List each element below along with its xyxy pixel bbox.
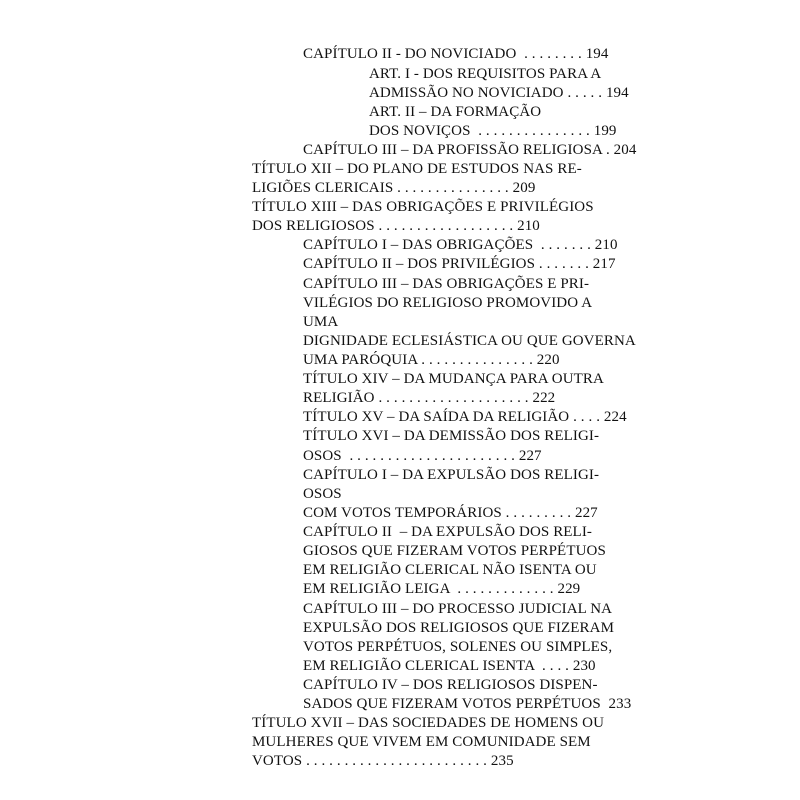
toc-line: UMA PARÓQUIA . . . . . . . . . . . . . . . 220	[303, 352, 560, 368]
toc-line: ADMISSÃO NO NOVICIADO . . . . . 194	[369, 85, 629, 101]
toc-line: VILÉGIOS DO RELIGIOSO PROMOVIDO A	[303, 295, 593, 311]
toc-line: CAPÍTULO II – DA EXPULSÃO DOS RELI-	[303, 524, 593, 540]
toc-line: EM RELIGIÃO LEIGA . . . . . . . . . . . . . 229	[303, 581, 581, 597]
toc-line: CAPÍTULO I – DA EXPULSÃO DOS RELIGI-	[303, 467, 600, 483]
toc-line: MULHERES QUE VIVEM EM COMUNIDADE SEM	[252, 734, 591, 750]
toc-line: ART. II – DA FORMAÇÃO	[369, 104, 542, 120]
toc-line: CAPÍTULO I – DAS OBRIGAÇÕES . . . . . . . 210	[303, 237, 618, 253]
toc-line: DIGNIDADE ECLESIÁSTICA OU QUE GOVERNA	[303, 333, 636, 349]
toc-line: DOS RELIGIOSOS . . . . . . . . . . . . . . . . . . 210	[252, 218, 540, 234]
toc-line: GIOSOS QUE FIZERAM VOTOS PERPÉTUOS	[303, 543, 606, 559]
toc-line: VOTOS . . . . . . . . . . . . . . . . . . . . . . . . 235	[252, 753, 514, 769]
toc-line: TÍTULO XIV – DA MUDANÇA PARA OUTRA	[303, 371, 604, 387]
toc-line: TÍTULO XII – DO PLANO DE ESTUDOS NAS RE-	[252, 161, 582, 177]
toc-line: CAPÍTULO IV – DOS RELIGIOSOS DISPEN-	[303, 677, 598, 693]
toc-line: LIGIÕES CLERICAIS . . . . . . . . . . . . . . . 209	[252, 180, 536, 196]
toc-line: RELIGIÃO . . . . . . . . . . . . . . . . . . . . 222	[303, 390, 556, 406]
toc-line: COM VOTOS TEMPORÁRIOS . . . . . . . . . 227	[303, 505, 598, 521]
toc-line: TÍTULO XV – DA SAÍDA DA RELIGIÃO . . . . 224	[303, 409, 627, 425]
toc-line: UMA	[303, 314, 339, 330]
toc-line: CAPÍTULO III – DAS OBRIGAÇÕES E PRI-	[303, 276, 590, 292]
toc-line: TÍTULO XVI – DA DEMISSÃO DOS RELIGI-	[303, 428, 600, 444]
toc-line: VOTOS PERPÉTUOS, SOLENES OU SIMPLES,	[303, 639, 613, 655]
toc-line: OSOS . . . . . . . . . . . . . . . . . . . . . . 227	[303, 448, 542, 464]
toc-line: TÍTULO XVII – DAS SOCIEDADES DE HOMENS OU	[252, 715, 604, 731]
toc-line: EXPULSÃO DOS RELIGIOSOS QUE FIZERAM	[303, 620, 615, 636]
toc-line: CAPÍTULO III – DA PROFISSÃO RELIGIOSA . 204	[303, 142, 637, 158]
toc-line: CAPÍTULO II - DO NOVICIADO . . . . . . . . 194	[303, 46, 609, 62]
toc-line: ART. I - DOS REQUISITOS PARA A	[369, 66, 602, 82]
toc-line: SADOS QUE FIZERAM VOTOS PERPÉTUOS 233	[303, 696, 632, 712]
toc-line: DOS NOVIÇOS . . . . . . . . . . . . . . . 199	[369, 123, 617, 139]
toc-line: EM RELIGIÃO CLERICAL ISENTA . . . . 230	[303, 658, 596, 674]
toc-line: TÍTULO XIII – DAS OBRIGAÇÕES E PRIVILÉGIOS	[252, 199, 594, 215]
toc-line: CAPÍTULO III – DO PROCESSO JUDICIAL NA	[303, 601, 613, 617]
toc-line: EM RELIGIÃO CLERICAL NÃO ISENTA OU	[303, 562, 597, 578]
toc-line: CAPÍTULO II – DOS PRIVILÉGIOS . . . . . . . 217	[303, 256, 616, 272]
toc-line: OSOS	[303, 486, 342, 502]
